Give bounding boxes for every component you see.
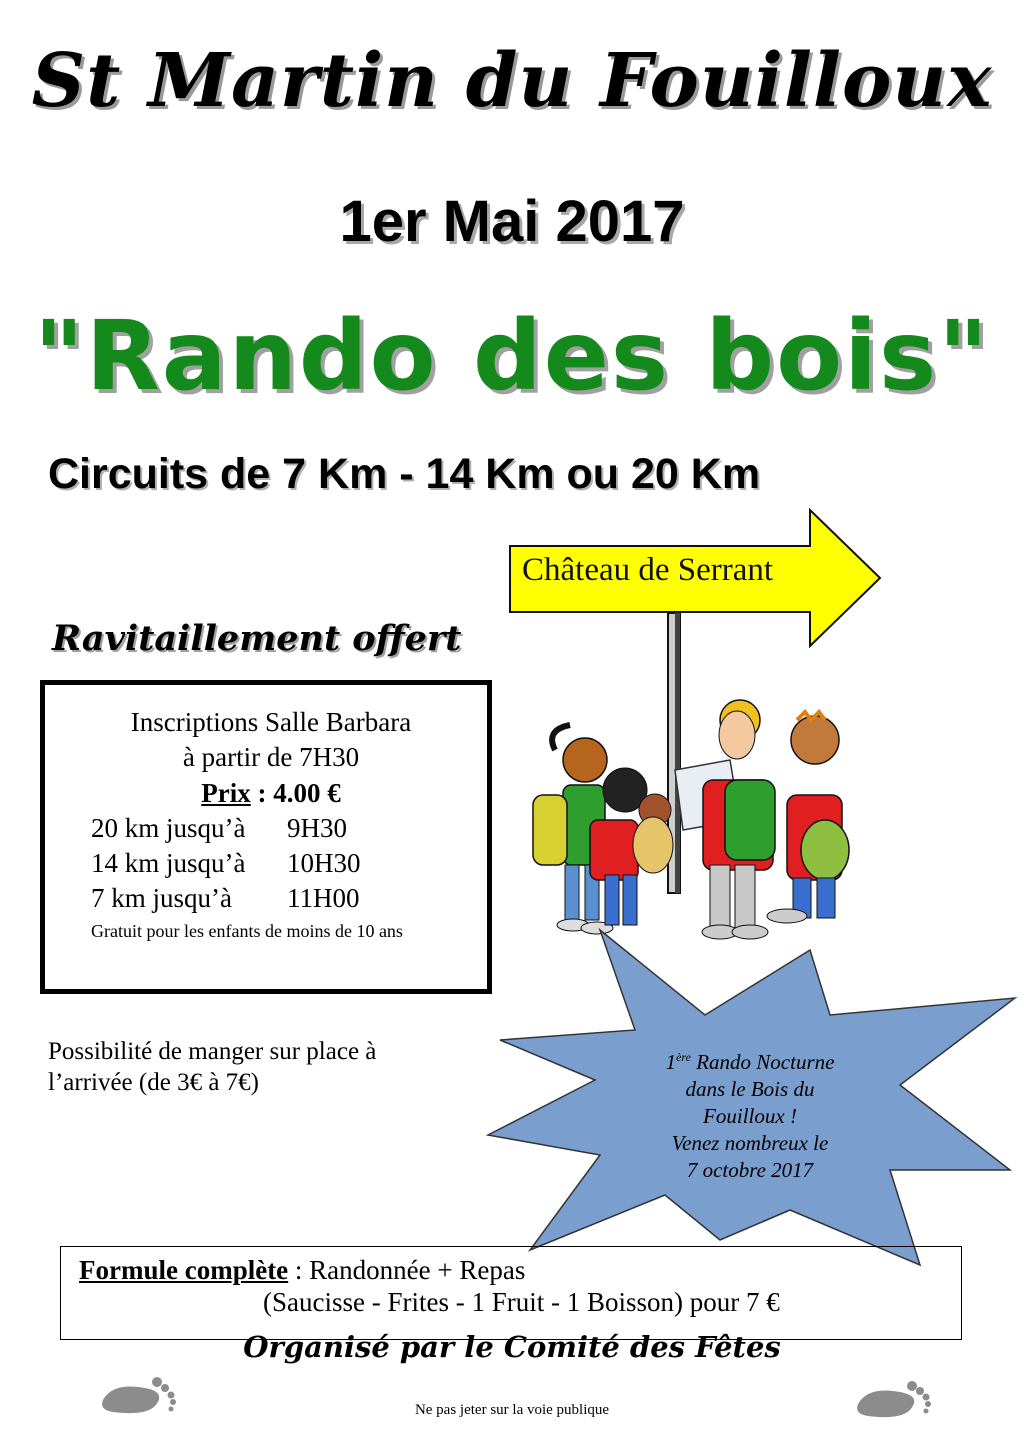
inscriptions-start: à partir de 7H30: [182, 742, 360, 772]
schedule-row: 20 km jusqu’à 9H30: [91, 813, 347, 843]
event-name: "Rando des bois": [33, 300, 991, 412]
footprints-right-icon: [848, 1360, 938, 1420]
schedule-row: 14 km jusqu’à 10H30: [91, 848, 361, 878]
sign-label: Château de Serrant: [522, 552, 774, 588]
town-title: St Martin du Fouilloux: [31, 38, 993, 124]
formule-box: [60, 1246, 962, 1340]
do-not-litter-note: Ne pas jeter sur la voie publique: [414, 1402, 610, 1418]
ravitaillement-heading: Ravitaillement offert: [52, 618, 462, 659]
formule-line: Formule complète : Randonnée + Repas: [79, 1255, 526, 1285]
hikers-illustration-icon: [525, 680, 855, 950]
event-date: 1er Mai 2017: [339, 189, 685, 254]
organiser-line: Organisé par le Comité des Fêtes: [243, 1330, 781, 1364]
formule-label: Formule complète: [79, 1255, 289, 1285]
nocturne-announcement: 1ère Rando Nocturne dans le Bois du Fouilloux ! Venez nombreux le 7 octobre 2017: [665, 1050, 835, 1182]
circuits-text: Circuits de 7 Km - 14 Km ou 20 Km: [48, 450, 761, 498]
price-label: Prix: [201, 778, 251, 808]
price-value: : 4.00 €: [250, 778, 341, 808]
formule-details: (Saucisse - Frites - 1 Fruit - 1 Boisson) pour 7 €: [263, 1287, 780, 1317]
footprints-left-icon: [95, 1360, 185, 1420]
inscriptions-location: Inscriptions Salle Barbara: [130, 707, 412, 737]
meal-note: Possibilité de manger sur place à l’arrivée (de 3€ à 7€): [48, 1038, 377, 1096]
price-line: [45, 776, 497, 810]
free-for-children-note: Gratuit pour les enfants de moins de 10 ans: [91, 921, 403, 941]
inscriptions-box: [40, 680, 492, 994]
schedule-row: 7 km jusqu’à 11H00: [91, 883, 360, 913]
